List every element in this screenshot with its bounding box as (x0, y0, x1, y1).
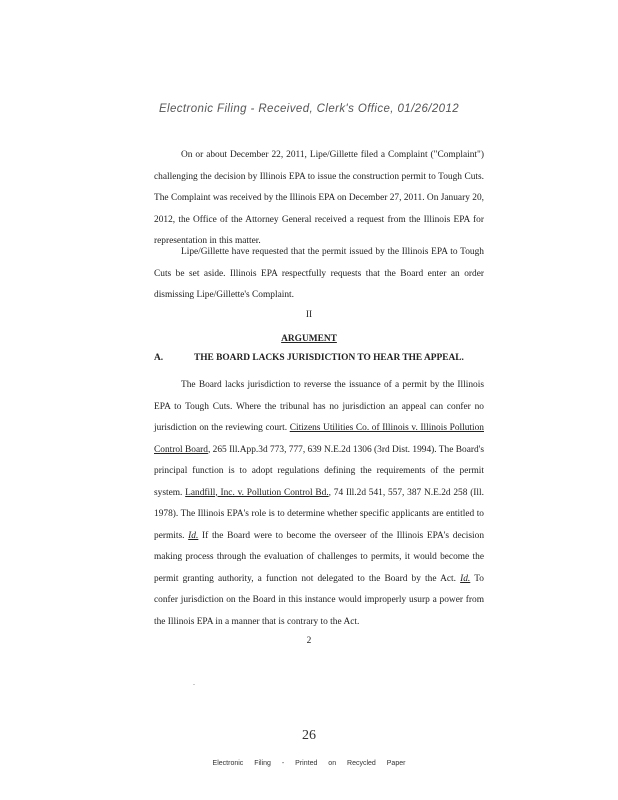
margin-mark: . (193, 678, 195, 687)
citation-detail: , 74 Ill.2d 541, 557, 387 N.E.2d 258 (Ill. 1978). The Illinois EPA's role is to determine whether specific applicants are entitled to permits. (154, 487, 484, 541)
paragraph-text: Lipe/Gillette have requested that the permit issued by the Illinois EPA to Tough Cuts be set aside. Illinois EPA respectfully requests that the Board enter an order dismissing Lipe/Gillette's Complaint. (154, 247, 484, 300)
argument-paragraph (154, 375, 484, 633)
argument-sentence: The Board lacks jurisdiction to reverse the issuance of a permit by the Illinois EPA to Tough Cuts. Where the tribunal has no jurisdiction an appeal can confer no jurisdiction on the reviewing court. (154, 380, 484, 433)
page-number: 2 (306, 636, 312, 646)
subsection-title: THE BOARD LACKS JURISDICTION TO HEAR THE APPEAL. (194, 353, 464, 363)
intro-paragraph-2 (154, 242, 484, 307)
filing-footer: Electronic Filing - Printed on Recycled Paper (212, 760, 406, 767)
section-heading: ARGUMENT (281, 334, 337, 344)
file-page-number: 26 (302, 728, 316, 743)
section-number: II (305, 310, 313, 320)
subsection-letter: A. (154, 353, 164, 363)
intro-paragraph-1 (154, 145, 484, 253)
id-citation: Id. (460, 573, 471, 584)
citation-detail: , 265 Ill.App.3d 773, 777, 639 N.E.2d 1306 (3rd Dist. 1994). The Board's principal function is to adopt regulations defining the requirements of the permit system. (154, 444, 484, 498)
id-citation: Id. (188, 530, 199, 541)
paragraph-text (154, 375, 484, 633)
filing-stamp-header: Electronic Filing - Received, Clerk's Office, 01/26/2012 (158, 103, 460, 115)
paragraph-text: On or about December 22, 2011, Lipe/Gillette filed a Complaint ("Complaint") challenging the decision by Illinois EPA to issue the construction permit to Tough Cuts. The Complaint was received by the Illinois EPA on December 27, 2011. On January 20, 2012, the Office of the Attorney General received a request from the Illinois EPA for representation in this matter. (154, 150, 484, 246)
argument-sentence: If the Board were to become the overseer of the Illinois EPA's decision making process through the evaluation of challenges to permits, it would become the permit granting authority, a function not delegated to the Board by the Act. (154, 530, 485, 584)
argument-sentence: To confer jurisdiction on the Board in this instance would improperly usurp a power from the Illinois EPA in a manner that is contrary to the Act. (154, 573, 484, 627)
case-citation-landfill: Landfill, Inc. v. Pollution Control Bd. (185, 487, 329, 498)
subsection-heading (154, 353, 484, 363)
case-citation-citizens-utilities: Citizens Utilities Co. of Illinois v. Illinois Pollution Control Board (154, 423, 484, 455)
